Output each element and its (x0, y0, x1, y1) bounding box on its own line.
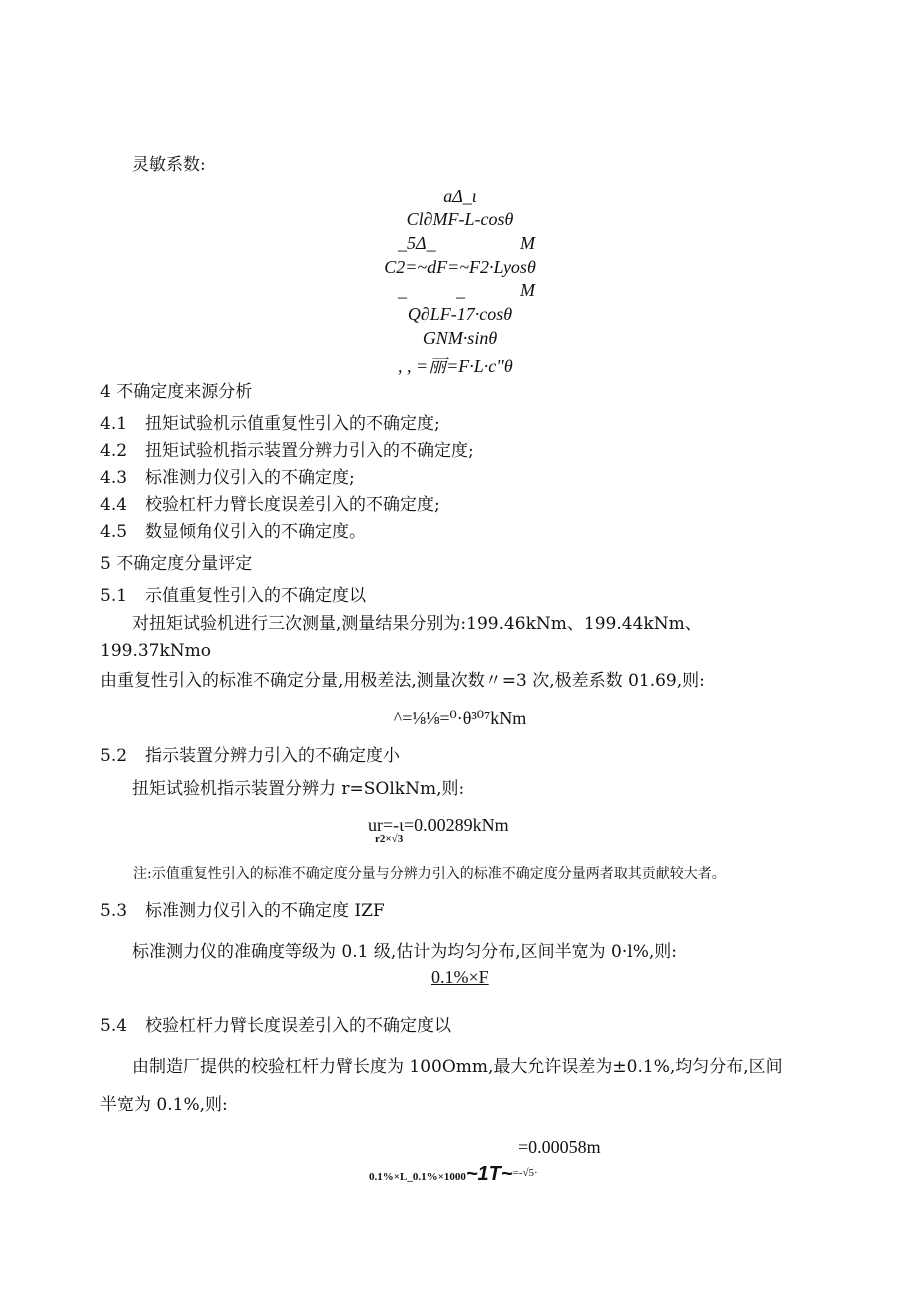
s51-formula: ^=⅛⅛=⁰·θ³⁰⁷kNm (393, 708, 527, 728)
s51-num: 5.1 (100, 586, 128, 606)
s54-num: 5.4 (100, 1016, 128, 1036)
s52-num: 5.2 (100, 746, 128, 766)
formula-line-6: Q∂LF-17·cosθ (407, 304, 513, 324)
formula-line-8: , , =丽=F·L·c"θ (398, 356, 513, 376)
item-4-1-num: 4.1 (100, 414, 128, 434)
item-4-3-text: 标准测力仪引入的不确定度; (145, 468, 355, 488)
s53-formula: 0.1%×F (431, 967, 489, 987)
s54-formula-line-2 (369, 1163, 538, 1186)
item-4-3-num: 4.3 (100, 468, 128, 488)
formula-line-5-left: _ (398, 280, 407, 300)
formula-line-4: C2=~dF=~F2·Lyosθ (384, 257, 536, 277)
s51-text-3: 由重复性引入的标准不确定分量,用极差法,测量次数〃=3 次,极差系数 01.69,则: (100, 671, 705, 691)
formula-line-2: Cl∂MF-L-cosθ (406, 209, 514, 229)
item-4-2-text: 扭矩试验机指示装置分辨力引入的不确定度; (145, 441, 474, 461)
formula-line-5-right: M (520, 280, 535, 300)
item-4-1-text: 扭矩试验机示值重复性引入的不确定度; (145, 414, 440, 434)
s53-heading: 标准测力仪引入的不确定度 IZF (145, 901, 385, 921)
s54-heading: 校验杠杆力臂长度误差引入的不确定度以 (145, 1016, 451, 1036)
s52-heading: 指示装置分辨力引入的不确定度小 (145, 746, 400, 766)
s54-text-1: 由制造厂提供的校验杠杆力臂长度为 100Omm,最大允许误差为±0.1%,均匀分布,区间 (132, 1057, 783, 1077)
s52-text-1: 扭矩试验机指示装置分辨力 r=SOlkNm,则: (132, 779, 465, 799)
formula-line-3-right: M (520, 233, 535, 253)
s54-formula-line-1: =0.00058m (518, 1137, 601, 1157)
item-4-4-text: 校验杠杆力臂长度误差引入的不确定度; (145, 495, 440, 515)
item-4-4-num: 4.4 (100, 495, 128, 515)
s51-heading: 示值重复性引入的不确定度以 (145, 586, 366, 606)
item-4-5-text: 数显倾角仪引入的不确定度。 (145, 522, 366, 542)
sensitivity-label: 灵敏系数: (132, 155, 206, 175)
item-4-5-num: 4.5 (100, 522, 128, 542)
item-4-2-num: 4.2 (100, 441, 128, 461)
s51-text-1: 对扭矩试验机进行三次测量,测量结果分别为:199.46kNm、199.44kNm、 (132, 614, 702, 634)
s54-formula-part-b: ~1T~ (465, 1163, 513, 1185)
s52-note: 注:示值重复性引入的标准不确定度分量与分辨力引入的标准不确定度分量两者取其贡献较大者。 (133, 866, 726, 882)
s52-formula-main: ur=-ι=0.00289kNm (368, 815, 509, 835)
s51-text-2: 199.37kNmo (100, 641, 212, 661)
formula-line-5-mid: _ (456, 280, 465, 300)
s54-text-2: 半宽为 0.1%,则: (100, 1095, 228, 1115)
s54-formula-part-a: 0.1%×L_0.1%×1000 (369, 1171, 466, 1183)
s54-formula-part-c: =-√5· (512, 1167, 538, 1179)
formula-line-1: aΔ_ι (443, 186, 477, 206)
formula-line-7: GNM·sinθ (422, 328, 498, 348)
section-5-title: 5 不确定度分量评定 (100, 554, 253, 574)
section-4-title: 4 不确定度来源分析 (100, 382, 253, 402)
s53-text-1: 标准测力仪的准确度等级为 0.1 级,估计为均匀分布,区间半宽为 0·l%,则: (132, 942, 677, 962)
formula-line-3-left: _5Δ_ (398, 233, 436, 253)
s52-formula-sub: r2×√3 (375, 833, 404, 845)
s53-num: 5.3 (100, 901, 128, 921)
